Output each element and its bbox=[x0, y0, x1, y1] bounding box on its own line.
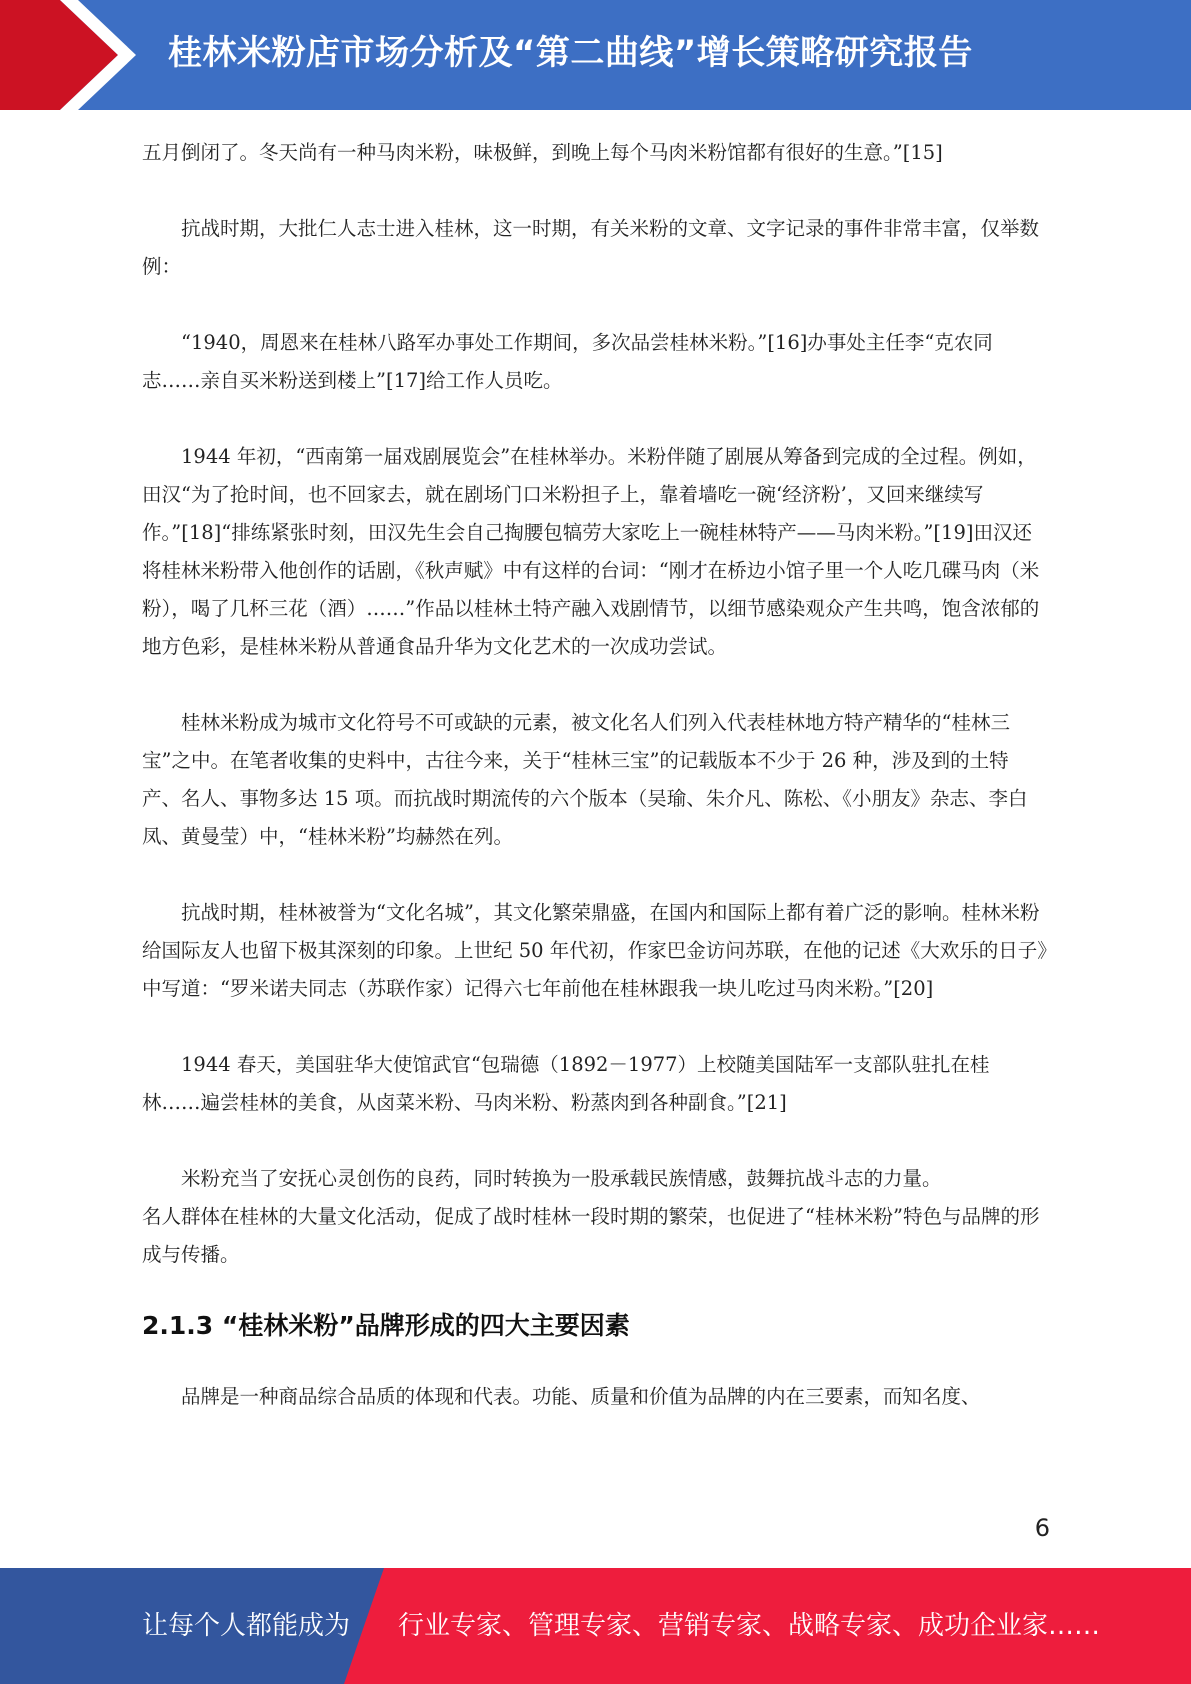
paragraph: 抗战时期，大批仁人志士进入桂林，这一时期，有关米粉的文章、文字记录的事件非常丰富，仅举数例： bbox=[142, 217, 1040, 278]
page-header bbox=[0, 0, 1191, 110]
header-arrow-decoration bbox=[0, 0, 150, 110]
paragraph: 品牌是一种商品综合品质的体现和代表。功能、质量和价值为品牌的内在三要素，而知名度、 bbox=[181, 1385, 981, 1408]
page-number: 6 bbox=[1034, 1514, 1050, 1542]
report-title: 桂林米粉店市场分析及“第二曲线”增长策略研究报告 bbox=[168, 33, 973, 73]
paragraph: 桂林米粉成为城市文化符号不可或缺的元素，被文化名人们列入代表桂林地方特产精华的“桂林三宝”之中。在笔者收集的史料中，古往今来，关于“桂林三宝”的记载版本不少于 26 种，涉及到的土特产、名人、事物多达 15 项。而抗战时期流传的六个版本（吴瑜、朱介凡、陈松、《小朋友》杂志、李白凤、黄曼莹）中，“桂林米粉”均赫然在列。 bbox=[142, 711, 1028, 848]
paragraph: 米粉充当了安抚心灵创伤的良药，同时转换为一股承载民族情感，鼓舞抗战斗志的力量。 bbox=[181, 1167, 942, 1190]
footer-slogan-left: 让每个人都能成为 bbox=[142, 1611, 351, 1641]
paragraph: 抗战时期，桂林被誉为“文化名城”，其文化繁荣鼎盛，在国内和国际上都有着广泛的影响。桂林米粉给国际友人也留下极其深刻的印象。上世纪 50 年代初，作家巴金访问苏联，在他的记述《大欢乐的日子》中写道：“罗米诺夫同志（苏联作家）记得六七年前他在桂林跟我一块儿吃过马肉米粉。”[20] bbox=[142, 901, 1047, 1000]
document-body bbox=[142, 134, 1047, 1454]
paragraph: 五月倒闭了。冬天尚有一种马肉米粉，味极鲜，到晚上每个马肉米粉馆都有很好的生意。”[15] bbox=[142, 141, 943, 164]
section-heading: 2.1.3 “桂林米粉”品牌形成的四大主要因素 bbox=[142, 1311, 630, 1340]
paragraph: 1944 春天，美国驻华大使馆武官“包瑞德（1892－1977）上校随美国陆军一支部队驻扎在桂林……遍尝桂林的美食，从卤菜米粉、马肉米粉、粉蒸肉到各种副食。”[21] bbox=[142, 1053, 990, 1114]
paragraph: “1940，周恩来在桂林八路军办事处工作期间，多次品尝桂林米粉。”[16]办事处主任李“克农同志……亲自买米粉送到楼上”[17]给工作人员吃。 bbox=[142, 331, 993, 392]
paragraph: 1944 年初，“西南第一届戏剧展览会”在桂林举办。米粉伴随了剧展从筹备到完成的全过程。例如，田汉“为了抢时间，也不回家去，就在剧场门口米粉担子上，靠着墙吃一碗‘经济粉’，又回来继续写作。”[18]“排练紧张时刻，田汉先生会自己掏腰包犒劳大家吃上一碗桂林特产——马肉米粉。”[19]田汉还将桂林米粉带入他创作的话剧，《秋声赋》中有这样的台词：“刚才在桥边小馆子里一个人吃几碟马肉（米粉），喝了几杯三花（酒）……”作品以桂林土特产融入戏剧情节，以细节感染观众产生共鸣，饱含浓郁的地方色彩，是桂林米粉从普通食品升华为文化艺术的一次成功尝试。 bbox=[142, 445, 1040, 658]
paragraph: 名人群体在桂林的大量文化活动，促成了战时桂林一段时期的繁荣，也促进了“桂林米粉”特色与品牌的形成与传播。 bbox=[142, 1205, 1040, 1266]
page-footer bbox=[0, 1568, 1191, 1684]
footer-slogan-right: 行业专家、管理专家、营销专家、战略专家、成功企业家…… bbox=[398, 1611, 1101, 1641]
